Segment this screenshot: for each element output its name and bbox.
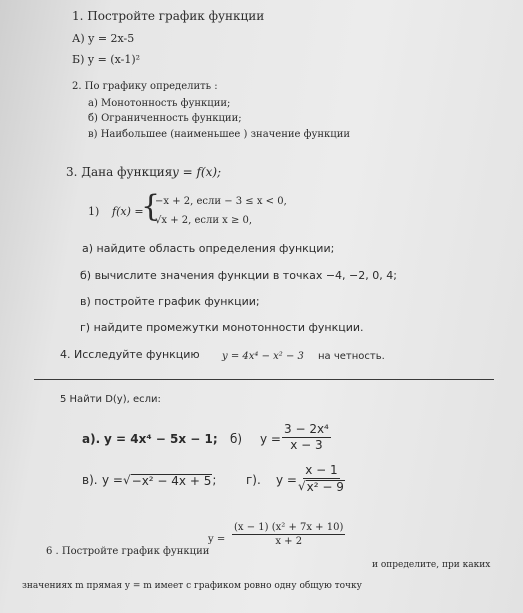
piecewise-case-1: −x + 2, если − 3 ≤ x < 0, [155,196,287,207]
task5-b-lhs: y = [260,432,281,446]
task5-d-label: г). [246,473,261,487]
task2-item-b: б) Ограниченность функции; [88,113,242,124]
task6-lhs: y = [208,534,226,545]
task3-item-label: 1) [88,205,100,218]
task5-c-suffix: ; [212,473,217,487]
task5-b-label: б) [230,432,243,446]
task2-item-a: а) Монотонность функции; [88,98,231,109]
task5-c-sqrt: √ −x² − 4x + 5 [122,473,212,488]
piecewise-brace: { [141,189,161,224]
task5-d-fraction [298,464,345,494]
task3-title: 3. Дана функция [66,165,173,179]
task5-b-fraction [282,423,331,452]
task1-item-a: А) y = 2x-5 [72,32,135,45]
task6-denominator: x + 2 [275,536,303,547]
task2-title: 2. По графику определить : [72,81,218,92]
task5-b-denominator: x − 3 [290,438,323,453]
task5-c-radicand: −x² − 4x + 5 [131,474,212,488]
piecewise-case-2: √x + 2, если x ≥ 0, [155,215,253,226]
task5-a-label: а). [82,432,101,446]
task6-fraction [232,522,345,547]
task4-suffix: на четность. [318,351,385,362]
task3-item-d: г) найдите промежутки монотонности функции. [80,321,364,334]
task5-b-numerator: 3 − 2x⁴ [282,423,331,438]
task5-d-denominator: √ x² − 9 [298,479,344,495]
separator-line [34,379,494,380]
task5-a-formula: y = 4x⁴ − 5x − 1; [104,432,218,446]
task6-line1-left: 6 . Постройте график функции [46,546,210,557]
task1-item-b: Б) y = (x-1)² [72,53,141,66]
task5-c-label: в). [82,473,98,487]
task6-line1-right: и определите, при каких [372,560,491,570]
task3-item-c: в) постройте график функции; [80,295,260,308]
task3-item-a: а) найдите область определения функции; [82,242,335,255]
task5-d-numerator: x − 1 [303,464,339,479]
task5-c-prefix: y = [102,473,123,487]
task1-title: 1. Постройте график функции [72,9,265,23]
task4-formula: y = 4x⁴ − x² − 3 [222,351,304,362]
task5-d-lhs: y = [276,473,297,487]
task4-text: 4. Исследуйте функцию [60,348,200,361]
task5-d-denominator-radicand: x² − 9 [306,480,344,495]
task6-line2: значениях m прямая y = m имеет с графиком ровно одну общую точку [22,581,362,591]
task6-numerator: (x − 1) (x² + 7x + 10) [234,522,344,533]
task2-item-c: в) Наибольшее (наименьшее ) значение функции [88,129,351,140]
piecewise-lhs: f(x) = [112,205,144,218]
task5-c-formula [102,474,216,487]
task3-item-b: б) вычислите значения функции в точках −4, −2, 0, 4; [80,269,397,282]
task5-title: 5 Найти D(y), если: [60,394,161,405]
task3-title-formula: y = f(x); [172,165,222,179]
